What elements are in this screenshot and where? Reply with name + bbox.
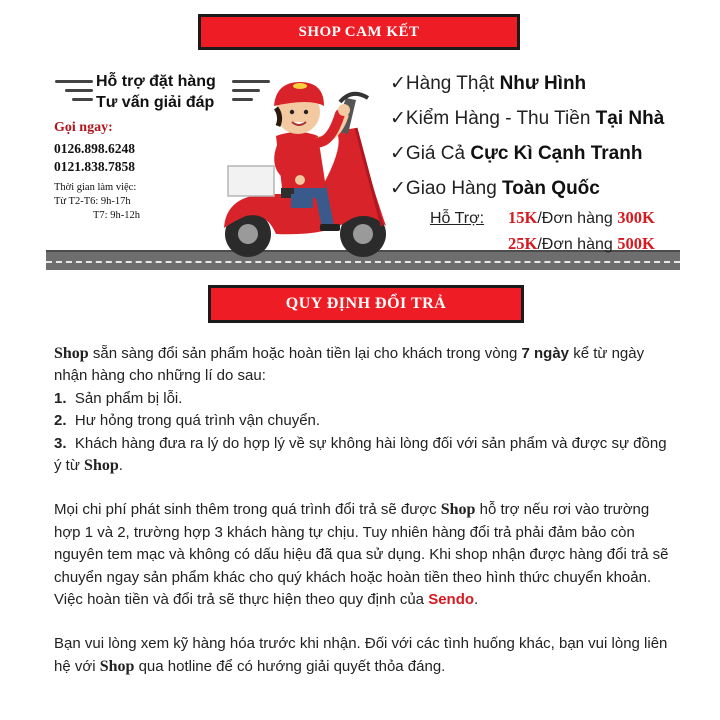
check-icon: ✓ [390, 73, 406, 94]
shipping-min-order: 300K [617, 208, 655, 227]
check-icon: ✓ [390, 143, 406, 164]
policy-intro: Shop sẵn sàng đổi sản phẩm hoặc hoàn tiền lại cho khách trong vòng 7 ngày kể từ ngày nhận hàng cho những lí do sau: [54, 345, 645, 385]
support-line: Tư vấn giải đáp [96, 94, 215, 111]
shop-name: Shop [99, 657, 135, 675]
reason-item: 2. Hư hỏng trong quá trình vận chuyển. [54, 412, 321, 430]
support-text [96, 71, 216, 113]
policy-paragraph: Bạn vui lòng xem kỹ hàng hóa trước khi nhận. Đối với các tình huống khác, bạn vui lòng liên hệ với Shop qua hotline để có hướng giải quyết thỏa đáng. [54, 635, 668, 675]
check-icon: ✓ [390, 178, 406, 199]
check-icon: ✓ [390, 108, 406, 129]
reason-item: 1. Sản phẩm bị lỗi. [54, 389, 183, 407]
call-label: Gọi ngay: [54, 120, 113, 135]
speed-line [72, 98, 93, 101]
commitment-list [390, 66, 664, 206]
shipping-row: 25K/Đơn hàng 500K [508, 234, 655, 253]
shipping-fee: 15K [508, 208, 538, 227]
contact-info [54, 120, 140, 223]
shop-commitment-banner: SHOP CAM KẾT [198, 14, 520, 50]
hours-saturday: T7: 9h-12h [93, 210, 140, 221]
support-line: Hỗ trợ đặt hàng [96, 73, 216, 90]
phone-number: 0121.838.7858 [54, 159, 135, 174]
commitment-item: ✓Hàng Thật Như Hình [390, 73, 587, 94]
shop-name: Shop [84, 457, 119, 475]
shop-name: Shop [440, 501, 476, 519]
shipping-min-order: 500K [617, 234, 655, 253]
shop-name: Shop [54, 345, 89, 362]
shipping-label: Hỗ Trợ: [430, 210, 485, 227]
speed-line [65, 89, 93, 92]
shipping-fee: 25K [508, 234, 538, 253]
commitment-item: ✓Giao Hàng Toàn Quốc [390, 178, 600, 199]
delivery-rider-illustration [206, 76, 396, 264]
return-days: 7 ngày [521, 345, 570, 362]
phone-number: 0126.898.6248 [54, 141, 135, 156]
speed-line [55, 80, 93, 83]
shipping-row: Hỗ Trợ: 15K/Đơn hàng 300K [430, 205, 655, 231]
sendo-name: Sendo [428, 591, 475, 609]
return-policy-banner: QUY ĐỊNH ĐỔI TRẢ [208, 285, 524, 323]
commitment-item: ✓Kiểm Hàng - Thu Tiền Tại Nhà [390, 108, 665, 129]
hours-weekday: Từ T2-T6: 9h-17h [54, 196, 131, 207]
shipping-support [430, 205, 655, 257]
commitment-item: ✓Giá Cả Cực Kì Cạnh Tranh [390, 143, 643, 164]
policy-paragraph: Mọi chi phí phát sinh thêm trong quá trình đổi trả sẽ được Shop hỗ trợ nếu rơi vào trường hợp 1 và 2, trường hợp 3 khách hàng tự chịu. Tuy nhiên hàng đổi trả phải đảm bảo còn nguyên tem mạc và không có dấu hiệu đã qua sử dụng. Khi shop nhận được hàng đổi trả sẽ chuyển ngay sản phẩm khác cho quý khách hoặc hoàn tiền theo hình thức chuyển khoản. Việc hoàn tiền và đổi trả sẽ thực hiện theo quy định của Sendo. [54, 501, 669, 609]
reason-item: 3. Khách hàng đưa ra lý do hợp lý về sự không hài lòng đối với sản phẩm và được sự đồng ý từ Shop. [54, 434, 667, 475]
hours-label: Thời gian làm việc: [54, 182, 137, 193]
policy-content [54, 343, 676, 678]
